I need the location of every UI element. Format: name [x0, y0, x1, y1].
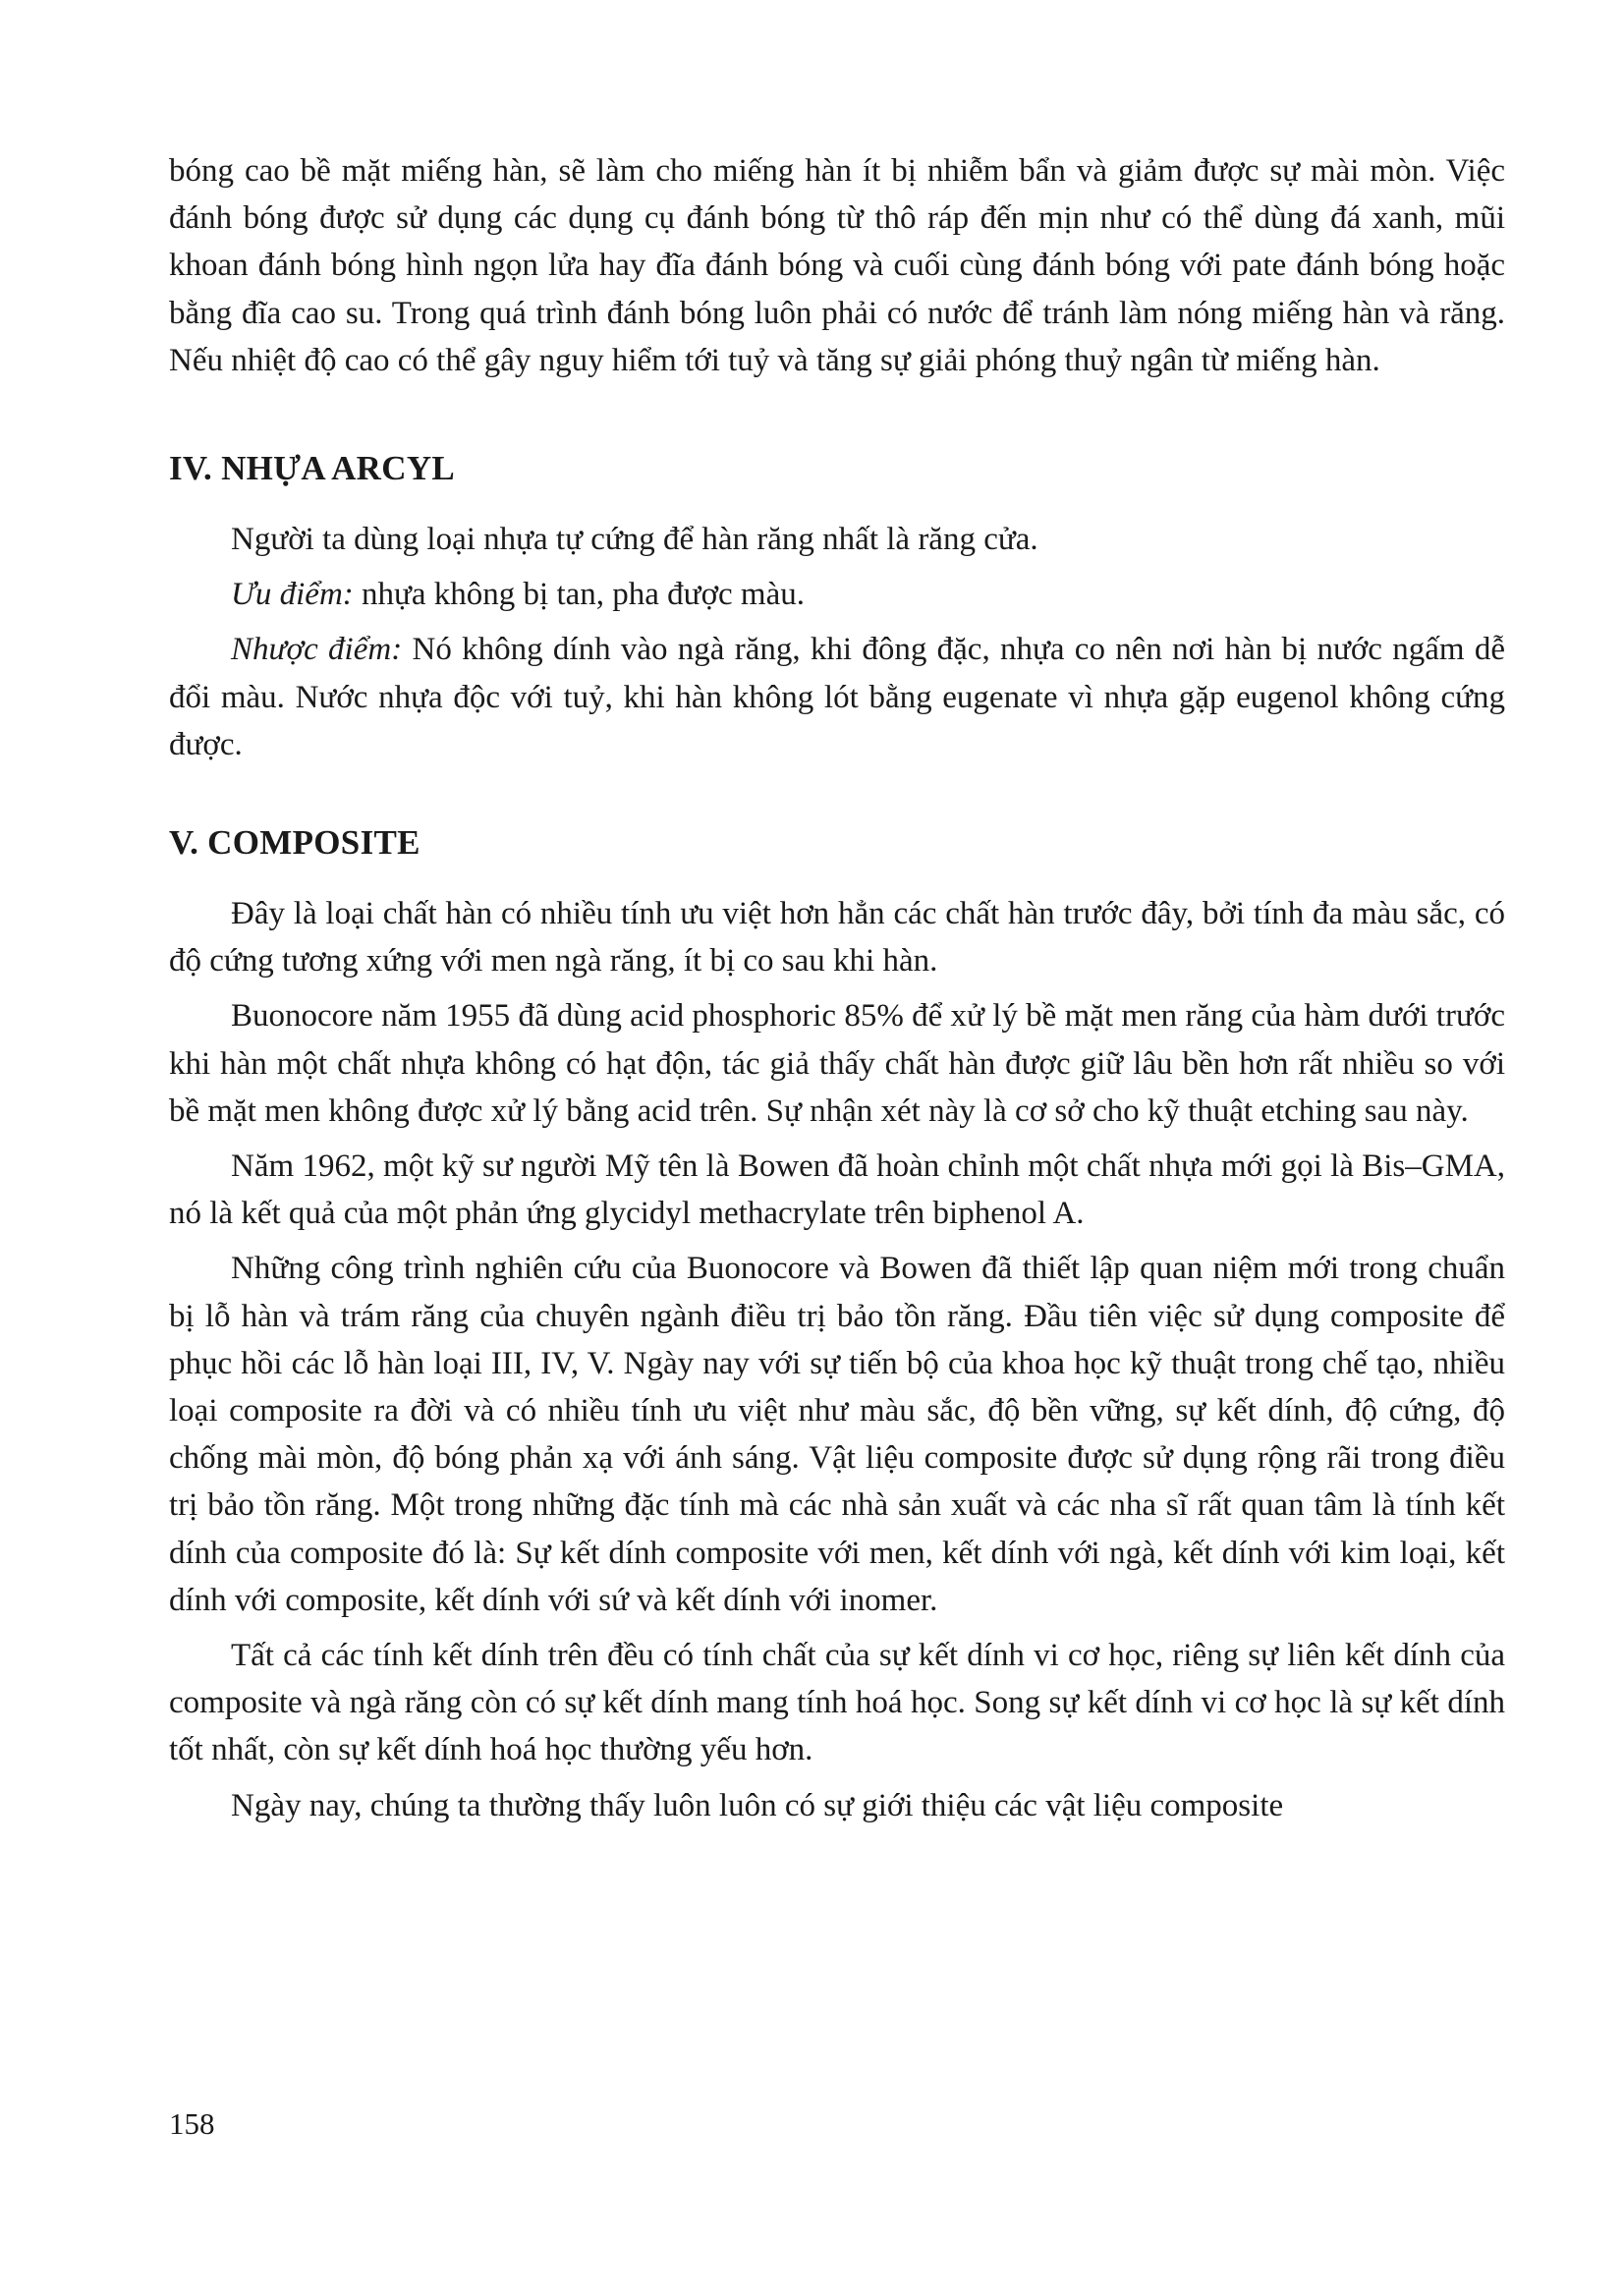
section-v-paragraph-5: Tất cả các tính kết dính trên đều có tính chất của sự kết dính vi cơ học, riêng sự liên kết dính của composite và ngà răng còn có sự kết dính mang tính hoá học. Song sự kết dính vi cơ học là sự kết dính tốt nhất, còn sự kết dính hoá học thường yếu hơn.	[169, 1638, 1505, 1768]
section-v-paragraph-1: Đây là loại chất hàn có nhiều tính ưu việt hơn hẳn các chất hàn trước đây, bởi tính đa màu sắc, có độ cứng tương xứng với men ngà răng, ít bị co sau khi hàn.	[169, 896, 1505, 980]
section-iv-paragraph-1: Người ta dùng loại nhựa tự cứng để hàn răng nhất là răng cửa.	[231, 522, 1038, 558]
disadvantage-label: Nhược điểm:	[231, 632, 403, 668]
section-v-paragraph-3: Năm 1962, một kỹ sư người Mỹ tên là Bowen đã hoàn chỉnh một chất nhựa mới gọi là Bis–GMA, nó là kết quả của một phản ứng glycidyl methacrylate trên biphenol A.	[169, 1148, 1505, 1232]
section-iv-disadvantage	[169, 626, 1505, 768]
advantage-label: Ưu điểm:	[231, 577, 354, 613]
section-v-paragraph-2: Buonocore năm 1955 đã dùng acid phosphoric 85% để xử lý bề mặt men răng của hàm dưới trước khi hàn một chất nhựa không có hạt độn, tác giả thấy chất hàn được giữ lâu bền hơn rất nhiều so với bề mặt men không được xử lý bằng acid trên. Sự nhận xét này là cơ sở cho kỹ thuật etching sau này.	[169, 998, 1505, 1129]
section-v-paragraph-4: Những công trình nghiên cứu của Buonocore và Bowen đã thiết lập quan niệm mới trong chuẩn bị lỗ hàn và trám răng của chuyên ngành điều trị bảo tồn răng. Đầu tiên việc sử dụng composite để phục hồi các lỗ hàn loại III, IV, V. Ngày nay với sự tiến bộ của khoa học kỹ thuật trong chế tạo, nhiều loại composite ra đời và có nhiều tính ưu việt như màu sắc, độ bền vững, sự kết dính, độ cứng, độ chống mài mòn, độ bóng phản xạ với ánh sáng. Vật liệu composite được sử dụng rộng rãi trong điều trị bảo tồn răng. Một trong những đặc tính mà các nhà sản xuất và các nha sĩ rất quan tâm là tính kết dính của composite đó là: Sự kết dính composite với men, kết dính với ngà, kết dính với kim loại, kết dính với composite, kết dính với sứ và kết dính với inomer.	[169, 1251, 1505, 1618]
disadvantage-text: Nó không dính vào ngà răng, khi đông đặc, nhựa co nên nơi hàn bị nước ngấm dễ đổi màu. Nước nhựa độc với tuỷ, khi hàn không lót bằng eugenate vì nhựa gặp eugenol không cứng được.	[169, 632, 1505, 762]
section-v-heading: V. COMPOSITE	[169, 823, 420, 863]
advantage-text: nhựa không bị tan, pha được màu.	[353, 577, 805, 613]
page-body	[169, 147, 1505, 1829]
section-iv-advantage	[169, 571, 1505, 618]
section-v-paragraph-6: Ngày nay, chúng ta thường thấy luôn luôn có sự giới thiệu các vật liệu composite	[231, 1787, 1284, 1823]
intro-paragraph: bóng cao bề mặt miếng hàn, sẽ làm cho miếng hàn ít bị nhiễm bẩn và giảm được sự mài mòn. Việc đánh bóng được sử dụng các dụng cụ đánh bóng từ thô ráp đến mịn như có thể dùng đá xanh, mũi khoan đánh bóng hình ngọn lửa hay đĩa đánh bóng và cuối cùng đánh bóng với pate đánh bóng hoặc bằng đĩa cao su. Trong quá trình đánh bóng luôn phải có nước để tránh làm nóng miếng hàn và răng. Nếu nhiệt độ cao có thể gây nguy hiểm tới tuỷ và tăng sự giải phóng thuỷ ngân từ miếng hàn.	[169, 153, 1505, 378]
section-iv-heading: IV. NHỰA ARCYL	[169, 449, 456, 488]
page-number: 158	[169, 2106, 215, 2141]
